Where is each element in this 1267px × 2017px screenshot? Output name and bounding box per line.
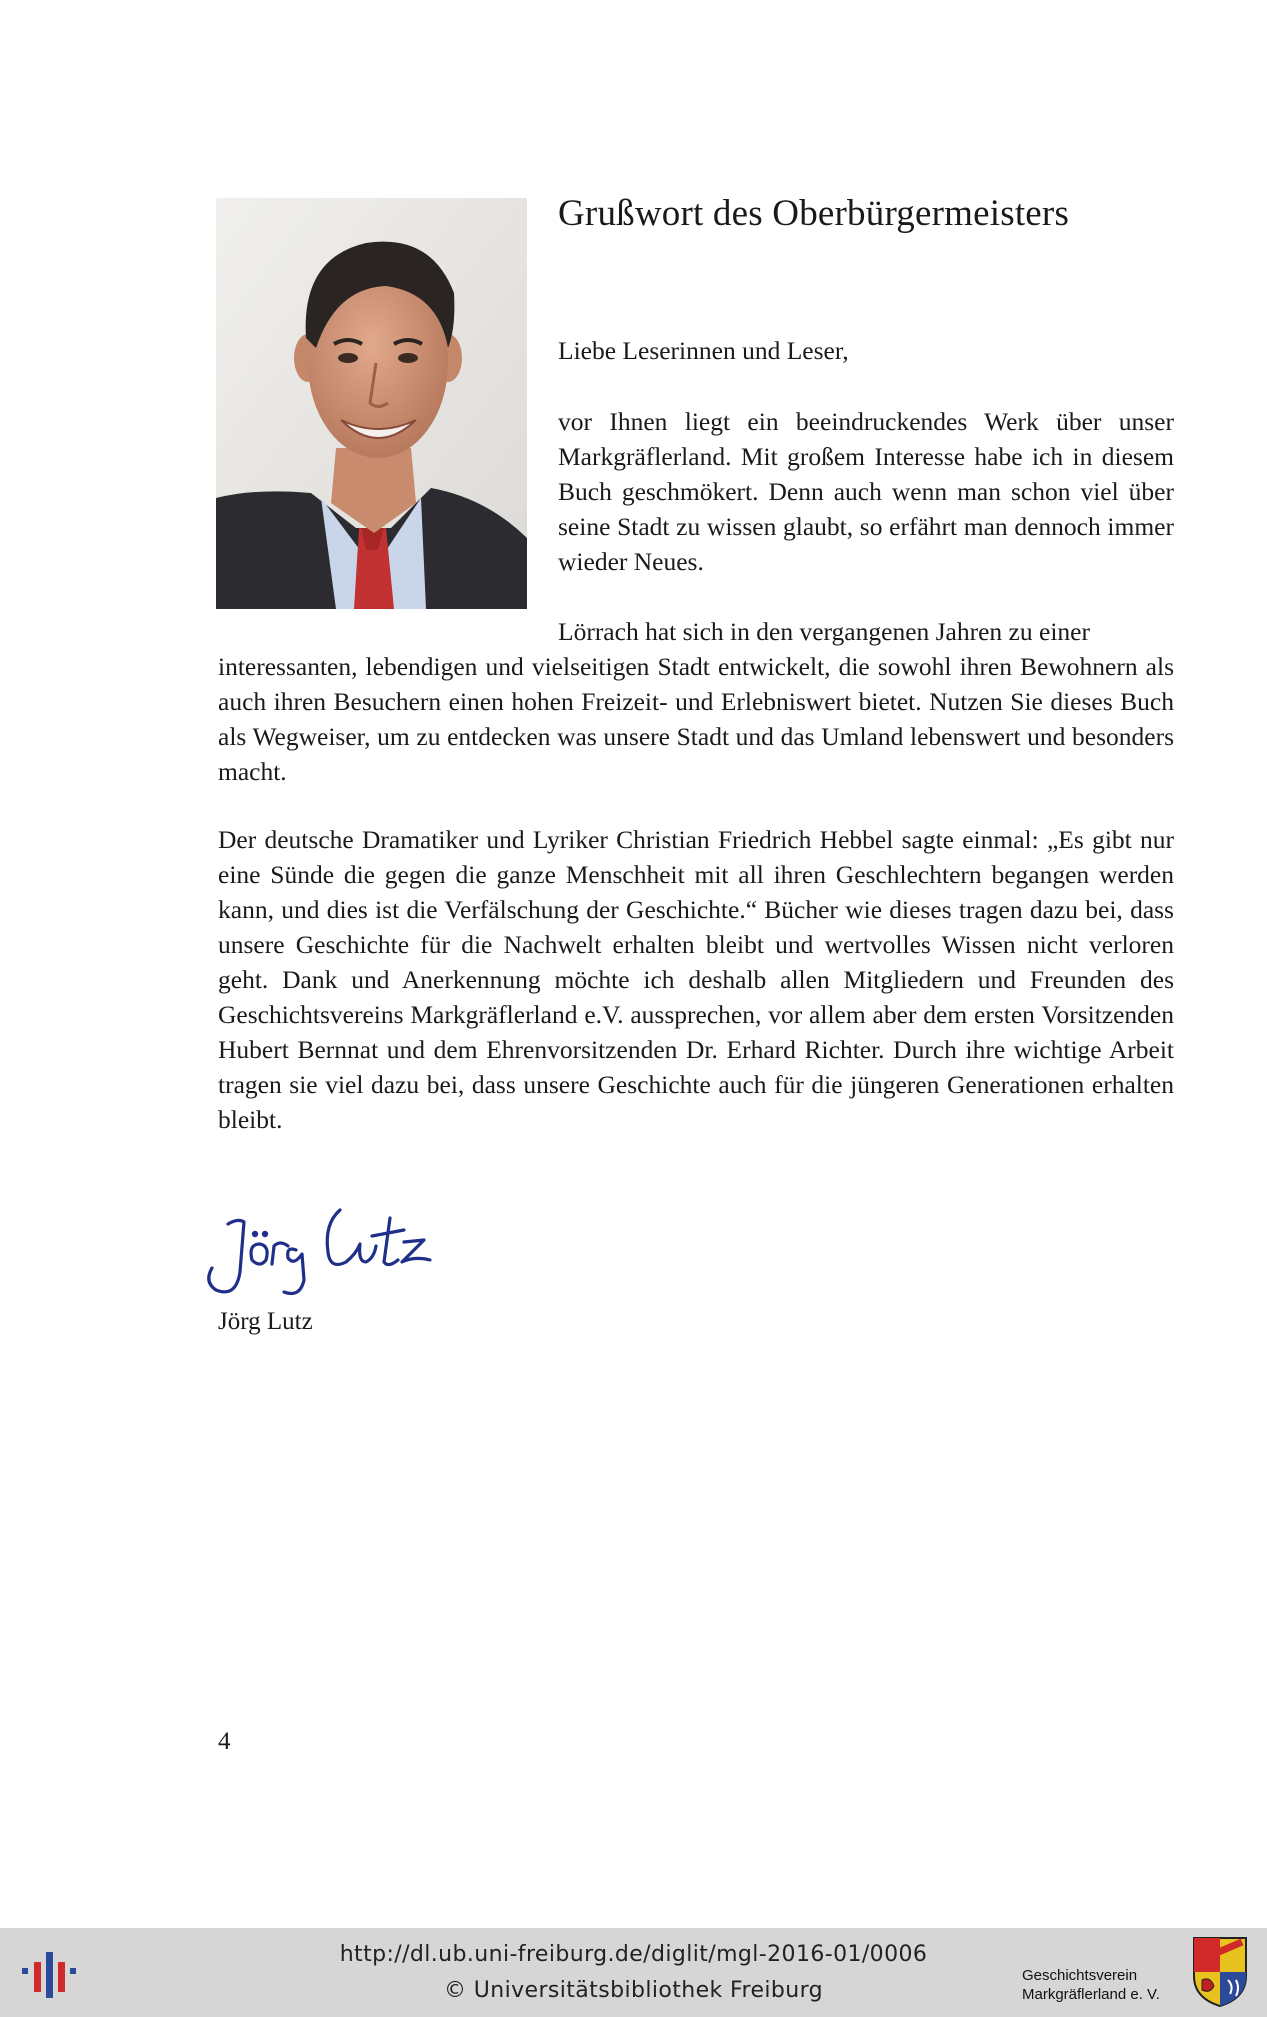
salutation: Liebe Leserinnen und Leser, xyxy=(558,336,849,365)
paragraph-intro: vor Ihnen liegt ein beeindruckendes Werk über unser Markgräflerland. Mit großem Interesse habe ich in diesem Buch geschmökert. Denn auch wenn man schon viel über seine Stadt zu wissen glaubt, so erfährt man dennoch immer wieder Neues. xyxy=(558,407,1174,576)
paragraph-hebbel: Der deutsche Dramatiker und Lyriker Christian Friedrich Hebbel sagte einmal: „Es gibt nur eine Sünde die gegen die ganze Menschheit mit all ihren Geschlechtern begangen werden kann, und dies ist die Verfälschung der Geschichte.“ Bücher wie dieses tragen dazu bei, dass unsere Geschichte für die Nachwelt erhalten bleibt und wertvolles Wissen nicht verloren geht. Dank und Anerkennung möchte ich deshalb allen Mitgliedern und Freunden des Geschichtsvereins Markgräflerland e.V. aussprechen, vor allem aber dem ersten Vorsitzenden Hubert Bernnat und dem Ehrenvorsitzenden Dr. Erhard Richter. Durch ihre wichtige Arbeit tragen sie viel dazu bei, dass unsere Geschichte auch für die jüngeren Generationen erhalten bleibt. xyxy=(218,825,1174,1134)
publisher-name xyxy=(1022,1966,1192,2004)
footer-url-link[interactable]: http://dl.ub.uni-freiburg.de/diglit/mgl-2016-01/0006 xyxy=(339,1942,928,1967)
page-title: Grußwort des Oberbürgermeisters xyxy=(558,193,1070,234)
footer-copyright: © Universitätsbibliothek Freiburg xyxy=(443,1978,824,2003)
signer-name: Jörg Lutz xyxy=(218,1308,313,1335)
publisher-line-1: Geschichtsverein xyxy=(1022,1967,1138,1984)
paragraph-loerrach: interessanten, lebendigen und vielseitigen Stadt entwickelt, die sowohl ihren Bewohnern als auch ihren Besuchern einen hohen Freizeit- und Erlebniswert bietet. Nutzen Sie dieses Buch als Wegweiser, um zu entdecken was unsere Stadt und das Umland lebenswert und besonders macht. xyxy=(218,652,1174,786)
publisher-line-2: Markgräflerland e. V. xyxy=(1022,1986,1160,2003)
signature xyxy=(200,1202,470,1307)
coat-of-arms-icon xyxy=(1192,1936,1248,2008)
page-number: 4 xyxy=(218,1728,231,1755)
paragraph-loerrach-first-line: Lörrach hat sich in den vergangenen Jahren zu einer xyxy=(558,617,1090,646)
footer-bar xyxy=(0,1928,1267,2017)
portrait-photo xyxy=(216,198,527,609)
